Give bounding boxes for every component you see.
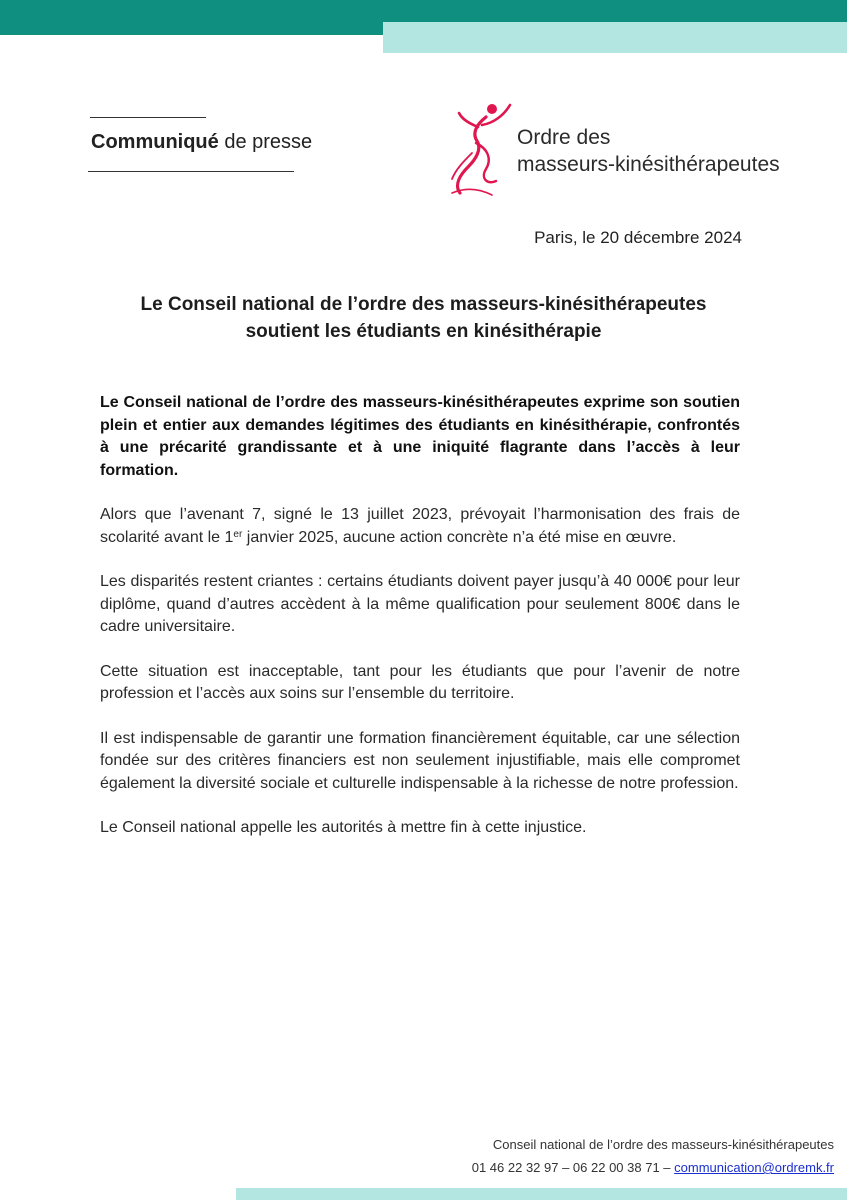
paragraph-disparities: Les disparités restent criantes : certains étudiants doivent payer jusqu’à 40 000€ pour leur diplôme, quand d’autres accèdent à la même qualification pour seulement 800€ dans le cadre universitaire. [100, 573, 740, 635]
footer-organization: Conseil national de l’ordre des masseurs-kinésithérapeutes [492, 1137, 834, 1152]
top-accent-bar [383, 22, 847, 53]
press-release-body [100, 392, 740, 862]
organization-name-line2: masseurs-kinésithérapeutes [517, 153, 780, 176]
page-title [100, 291, 747, 345]
footer-contact-line [472, 1156, 834, 1179]
title-line2: soutient les étudiants en kinésithérapie [245, 321, 602, 342]
press-label-rest: de presse [218, 131, 313, 153]
paragraph-avenant [100, 504, 740, 549]
paragraph-call: Le Conseil national appelle les autorités à mettre fin à cette injustice. [100, 819, 587, 836]
lead-paragraph: Le Conseil national de l’ordre des masseurs-kinésithérapeutes exprime son soutien plein et entier aux demandes légitimes des étudiants en kinésithérapie, confrontés à une précarité grandissante et à une iniquité flagrante dans l’accès à leur formation. [100, 394, 740, 479]
footer-email-link[interactable]: communication@ordremk.fr [674, 1160, 834, 1175]
header-rule-top [90, 117, 206, 118]
press-release-label [91, 131, 312, 154]
header-rule-bottom [88, 171, 294, 172]
paragraph-situation: Cette situation est inacceptable, tant pour les étudiants que pour l’avenir de notre profession et l’accès aux soins sur l’ensemble du territoire. [100, 662, 740, 702]
footer-contact [472, 1133, 834, 1179]
paragraph-equity: Il est indispensable de garantir une formation financièrement équitable, car une sélection fondée sur des critères financiers est non seulement injustifiable, mais elle compromet également la diversité sociale et culturelle indispensable à la richesse de notre profession. [100, 729, 740, 792]
organization-name-line1: Ordre des [517, 126, 611, 149]
paragraph-avenant-part2: janvier 2025, aucune action concrète n’a été mise en œuvre. [242, 528, 677, 546]
paragraph-avenant-part1: Alors que l’avenant 7, signé le 13 juillet 2023, prévoyait l’harmonisation des frais de scolarité avant le 1 [100, 506, 740, 546]
date-line: Paris, le 20 décembre 2024 [534, 228, 742, 247]
press-label-bold: Communiqué [91, 131, 219, 153]
title-line1: Le Conseil national de l’ordre des masseurs-kinésithérapeutes [140, 294, 707, 315]
footer-phones: 01 46 22 32 97 – 06 22 00 38 71 – [471, 1160, 675, 1175]
dancing-figure-logo-icon [446, 103, 516, 199]
ordinal-superscript: er [233, 528, 243, 540]
bottom-accent-bar [236, 1188, 847, 1200]
organization-name [517, 124, 780, 178]
